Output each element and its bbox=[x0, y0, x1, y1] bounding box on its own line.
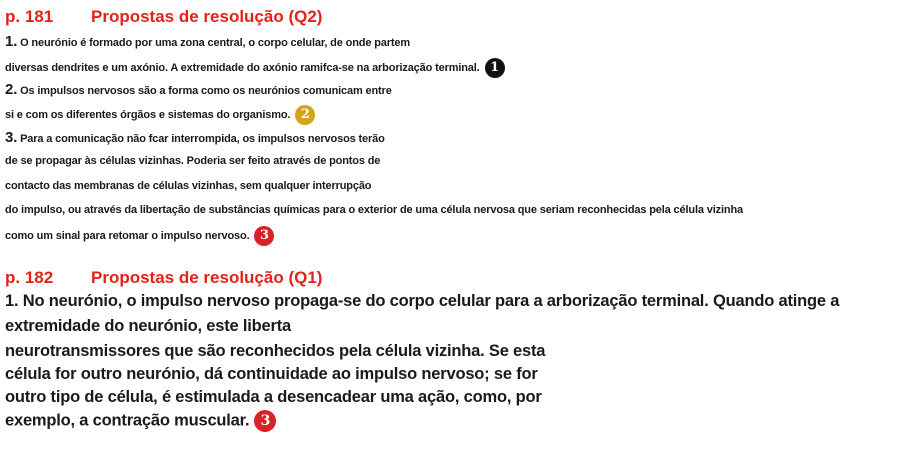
answer-1-line-2 bbox=[5, 58, 505, 78]
answer-line: outro tipo de célula, é estimulada a desencadear uma ação, como, por bbox=[5, 388, 542, 406]
answer-1-line-1 bbox=[5, 34, 410, 51]
answer-text: exemplo, a contração muscular. bbox=[5, 411, 250, 430]
answer-text: O neurónio é formado por uma zona central, o corpo celular, de onde partem bbox=[20, 37, 410, 49]
page-number: p. 181 bbox=[5, 7, 54, 26]
answer-text: do impulso, ou através da libertação de substâncias químicas para o exterior de uma célula nervosa que seriam reconhecidas pela célula vizinha bbox=[5, 204, 743, 216]
answer-3-line-4 bbox=[5, 202, 743, 218]
answer-text: contacto das membranas de células vizinhas, sem qualquer interrupção bbox=[5, 180, 372, 192]
answer-line: extremidade do neurónio, este liberta bbox=[5, 317, 292, 335]
answer-3-line-5 bbox=[5, 226, 274, 246]
answer-2-line-2 bbox=[5, 105, 315, 125]
answer-number: 1. bbox=[5, 33, 18, 50]
badge-icon: 2 bbox=[295, 105, 315, 125]
badge-icon: 1 bbox=[485, 58, 505, 78]
answer-3-line-1 bbox=[5, 130, 385, 147]
answer-line: 1. No neurónio, o impulso nervoso propaga-se do corpo celular para a arborização terminal. Quando atinge a bbox=[5, 292, 840, 310]
answer-number: 3. bbox=[5, 129, 18, 146]
answer-text: diversas dendrites e um axónio. A extremidade do axónio ramifca-se na arborização terminal. bbox=[5, 61, 480, 74]
section-title: Propostas de resolução (Q1) bbox=[91, 268, 323, 287]
badge-icon: 3 bbox=[254, 410, 276, 432]
section-heading bbox=[5, 268, 322, 288]
answer-line: célula for outro neurónio, dá continuidade ao impulso nervoso; se for bbox=[5, 365, 538, 383]
answer-2-line-1 bbox=[5, 82, 392, 99]
answer-text: Os impulsos nervosos são a forma como os neurónios comunicam entre bbox=[20, 85, 392, 97]
section-title: Propostas de resolução (Q2) bbox=[91, 7, 323, 26]
badge-icon: 3 bbox=[254, 226, 274, 246]
answer-number: 2. bbox=[5, 81, 18, 98]
section-heading bbox=[5, 7, 322, 27]
page-number: p. 182 bbox=[5, 268, 54, 287]
answer-3-line-2 bbox=[5, 153, 380, 169]
answer-line-last bbox=[5, 410, 276, 432]
answer-text: Para a comunicação não fcar interrompida, os impulsos nervosos terão bbox=[20, 133, 385, 145]
answer-text: como um sinal para retomar o impulso nervoso. bbox=[5, 229, 250, 242]
answer-line: neurotransmissores que são reconhecidos pela célula vizinha. Se esta bbox=[5, 342, 546, 360]
answer-text: si e com os diferentes órgãos e sistemas do organismo. bbox=[5, 108, 291, 121]
answer-text: de se propagar às células vizinhas. Poderia ser feito através de pontos de bbox=[5, 155, 381, 167]
answer-3-line-3 bbox=[5, 178, 371, 194]
